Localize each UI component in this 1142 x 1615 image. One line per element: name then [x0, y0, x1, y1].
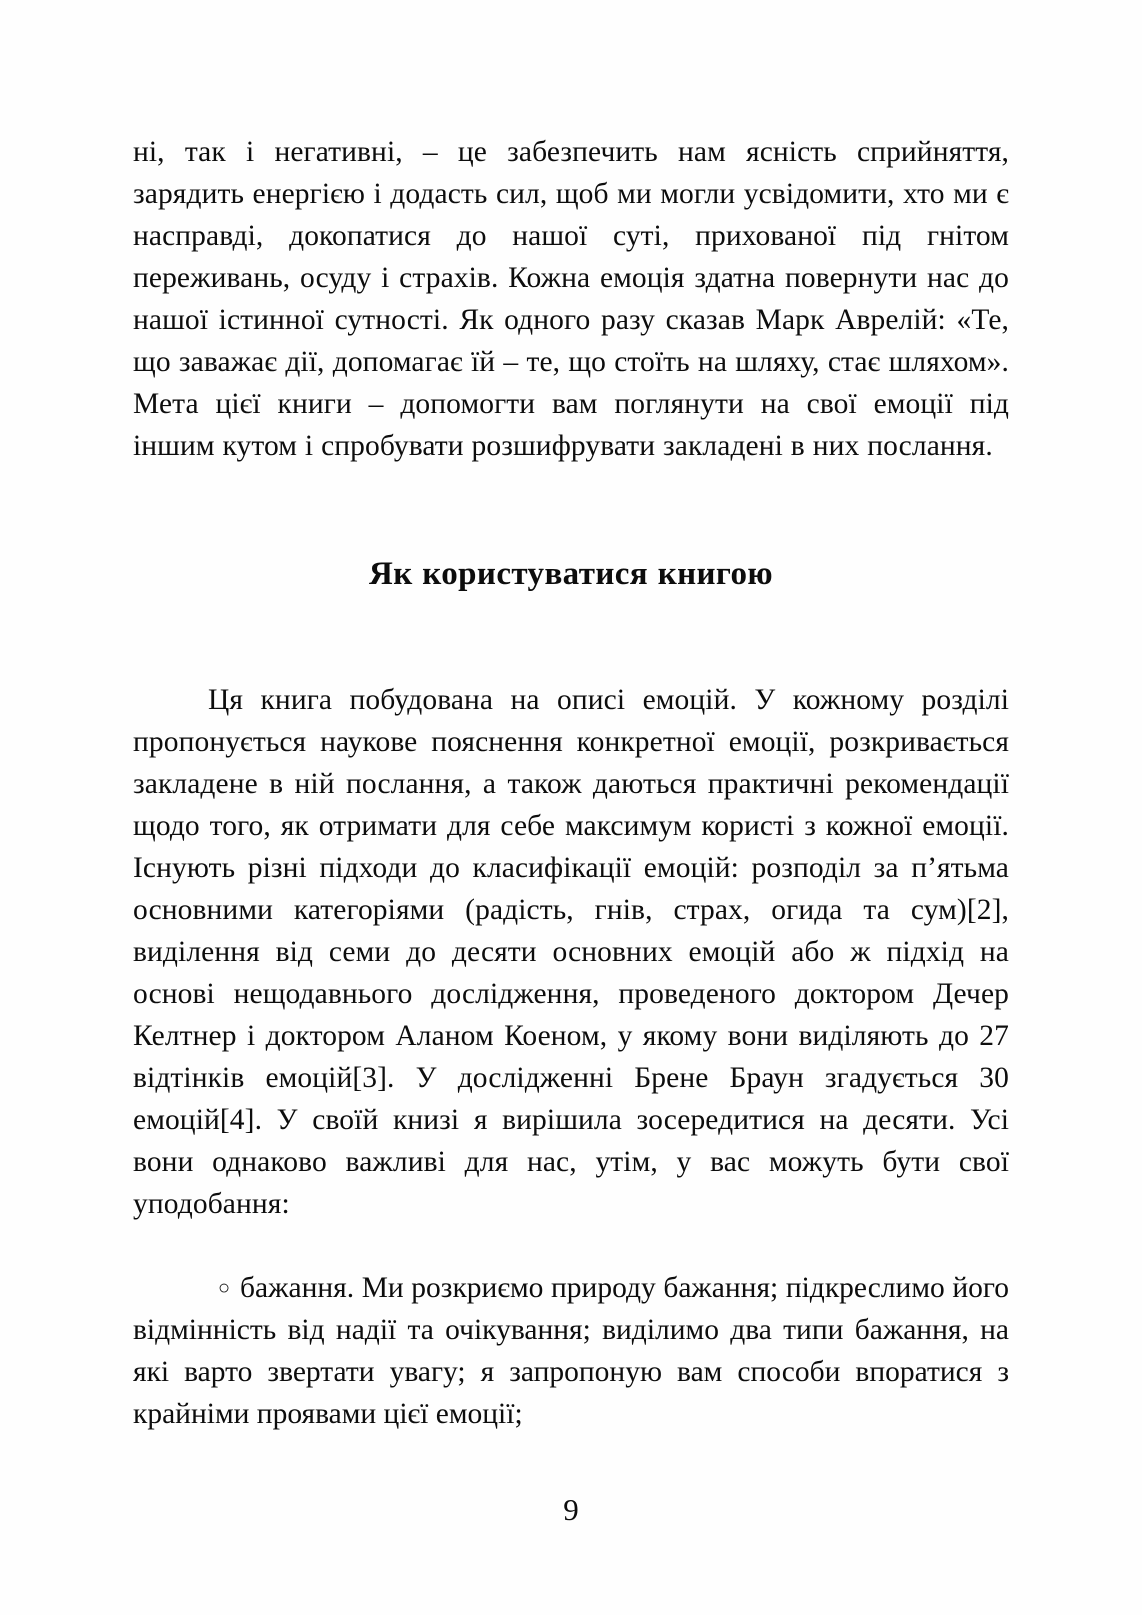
page-number: 9 — [563, 1492, 579, 1527]
text-column — [133, 131, 1009, 1435]
hollow-circle-bullet-icon: ○ — [218, 1277, 231, 1299]
list-item-text: бажання. Ми розкриємо природу бажання; підкреслимо його відмінність від надії та очікування; виділимо два типи бажання, на які варто звертати увагу; я запропоную вам способи впоратися з крайніми проявами цієї емоції; — [133, 1272, 1009, 1430]
section-heading: Як користуватися книгою — [368, 556, 774, 592]
list-item — [133, 1267, 1009, 1435]
spacer-before-list — [133, 1225, 1009, 1267]
paragraph-two: Ця книга побудована на описі емоцій. У кожному розділі пропонується наукове пояснення конкретної емоції, розкривається закладене в ній послання, а також даються практичні рекомендації щодо того, як отримати для себе максимум користі з кожної емоції. Існують різні підходи до класифікації емоцій: розподіл за п’ятьма основними категоріями (радість, гнів, страх, огида та сум)[2], виділення від семи до десяти основних емоцій або ж підхід на основі нещодавнього дослідження, проведеного доктором Дечер Келтнер і доктором Аланом Коеном, у якому вони виділяють до 27 відтінків емоцій[3]. У дослідженні Брене Браун згадується 30 емоцій[4]. У своїй книзі я вирішила зосередитися на десяти. Усі вони однаково важливі для нас, утім, у вас можуть бути свої уподобання: — [133, 684, 1009, 1220]
spacer-before-heading — [133, 467, 1009, 553]
emotion-bullet-list — [133, 1267, 1009, 1435]
paragraph-continuation: ні, так і негативні, – це забезпечить нам ясність сприйняття, зарядить енергією і додасть сил, щоб ми могли усвідомити, хто ми є насправді, докопатися до нашої суті, прихованої під гнітом переживань, осуду і страхів. Кожна емоція здатна повернути нас до нашої істинної сутності. Як одного разу сказав Марк Аврелій: «Те, що заважає дії, допомагає їй – те, що стоїть на шляху, стає шляхом». Мета цієї книги – допомогти вам поглянути на свої емоції під іншим кутом і спробувати розшифрувати закладені в них послання. — [133, 136, 1009, 462]
spacer-after-heading — [133, 595, 1009, 679]
